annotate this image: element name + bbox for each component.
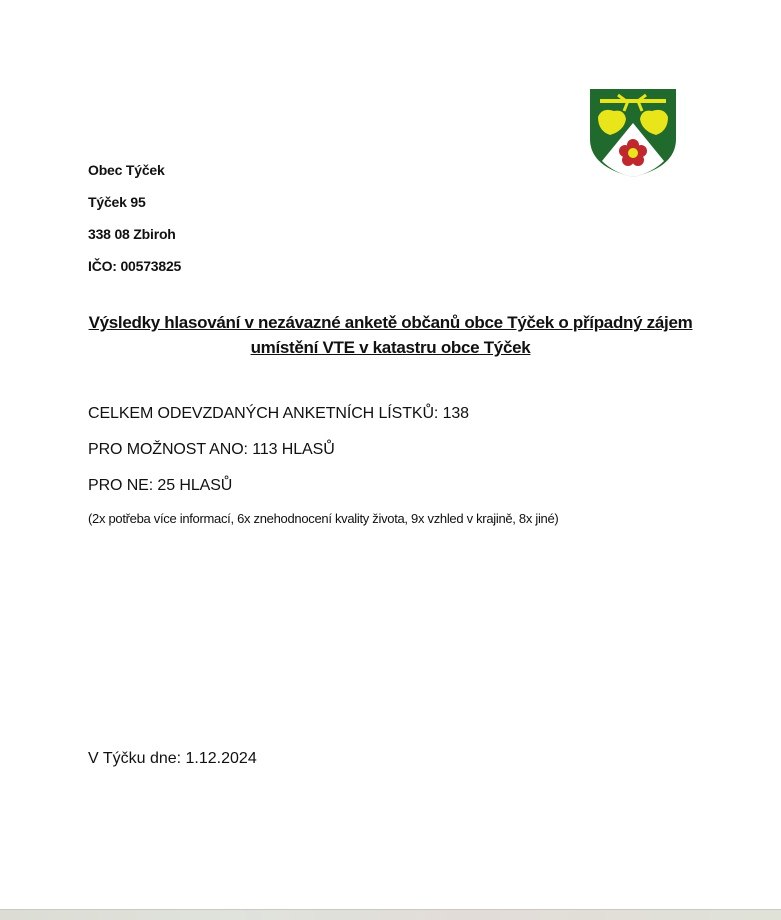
address-municipality: Obec Týček [88, 162, 165, 178]
result-no: PRO NE: 25 HLASŮ [88, 477, 233, 494]
address-postal: 338 08 Zbiroh [88, 226, 176, 242]
address-street: Týček 95 [88, 194, 146, 210]
title-line-2: umístění VTE v katastru obce Týček [250, 338, 531, 357]
date-line: V Týčku dne: 1.12.2024 [88, 750, 257, 767]
coat-of-arms-icon [588, 87, 678, 179]
result-yes: PRO MOŽNOST ANO: 113 HLASŮ [88, 441, 335, 458]
title-line-1: Výsledky hlasování v nezávazné anketě občanů obce Týček o případný zájem [88, 313, 693, 332]
viewer-bottom-edge [0, 909, 781, 920]
address-ico: IČO: 00573825 [88, 258, 182, 274]
result-total-text: CELKEM ODEVZDANÝCH ANKETNÍCH LÍSTKŮ: 138 [88, 405, 469, 422]
result-no-breakdown: (2x potřeba více informací, 6x znehodnocení kvality života, 9x vzhled v krajině, 8x jiné) [88, 511, 559, 526]
result-total [88, 405, 469, 423]
document-title [60, 310, 721, 360]
